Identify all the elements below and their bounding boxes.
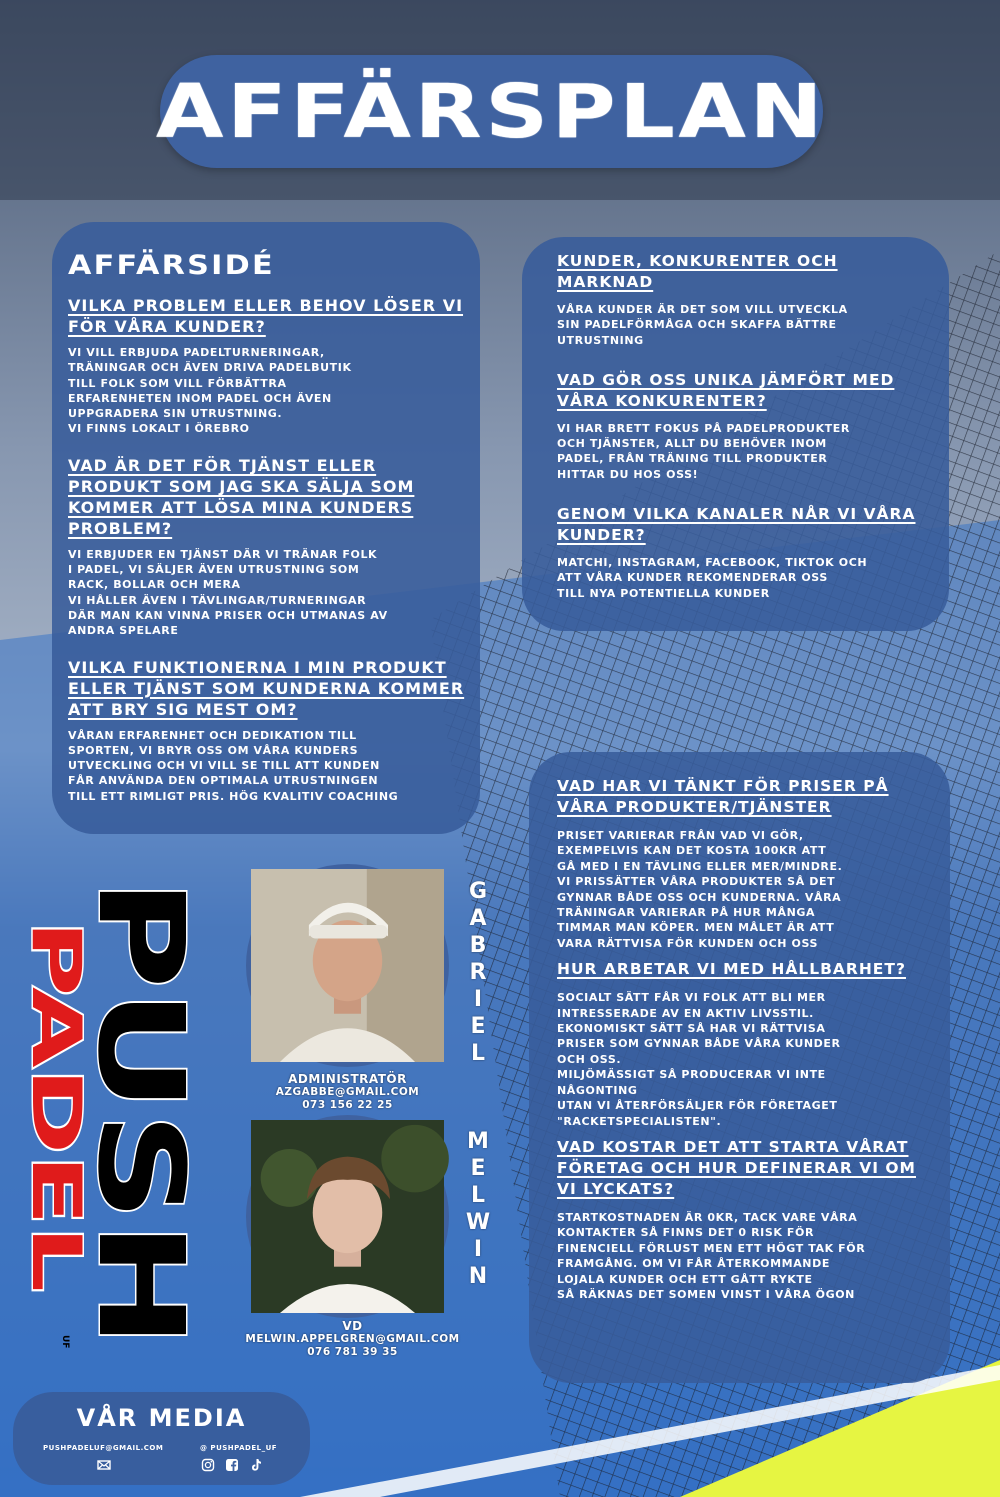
business-idea-heading: AFFÄRSIDÉ <box>68 250 275 281</box>
section-answer: VÅRA KUNDER ÄR DET SOM VILL UTVECKLA SIN PADELFÖRMÅGA OCH SKAFFA BÄTTRE UTRUSTNING <box>557 303 848 347</box>
email-text: MELWIN.APPELGREN@GMAIL.COM <box>245 1333 460 1345</box>
avatar-gabriel <box>246 864 449 1067</box>
role-label: ADMINISTRATÖR <box>288 1072 407 1086</box>
media-email[interactable]: PUSHPADELUF@GMAIL.COM <box>43 1444 164 1452</box>
section-answer: SOCIALT SÄTT FÅR VI FOLK ATT BLI MER INTRESSERADE AV EN AKTIV LIVSSTIL. EKONOMISKT SÄTT SÅ HAR VI RÄTTVISA PRISER SOM GYNNAR BÅDE VÅRA KUNDER OCH OSS. MILJÖMÄSSIGT SÅ PRODUCERAR VI INTE NÅGONTING UTAN VI ÅTERFÖRSÄLJER FÖR FÖRETAGET "RACKETSPECIALISTEN". <box>557 991 841 1128</box>
name-letter: E <box>470 1014 486 1039</box>
push-padel-logo <box>16 870 210 1360</box>
pricing-panel <box>529 752 950 1383</box>
section-question: GENOM VILKA KANALER NÅR VI VÅRA KUNDER? <box>557 505 916 545</box>
page-title: AFFÄRSPLAN <box>156 68 827 155</box>
name-gabriel <box>463 878 493 1067</box>
name-letter: L <box>470 1041 486 1066</box>
contact-melwin <box>220 1320 485 1359</box>
market-panel <box>522 237 949 631</box>
role-label: VD <box>342 1319 363 1333</box>
name-letter: L <box>470 1183 486 1208</box>
contact-gabriel <box>246 1073 449 1112</box>
name-letter: A <box>469 906 487 931</box>
name-letter: E <box>470 1156 486 1181</box>
logo-word-padel: PADEL <box>16 920 95 1163</box>
title-banner <box>156 55 827 168</box>
logo-word-push: PUSH <box>72 878 210 1245</box>
name-letter: I <box>473 987 483 1012</box>
section-question: VILKA PROBLEM ELLER BEHOV LÖSER VI FÖR VÅRA KUNDER? <box>68 296 464 336</box>
section-answer: MATCHI, INSTAGRAM, FACEBOOK, TIKTOK OCH ATT VÅRA KUNDER REKOMENDERAR OSS TILL NYA POTENTIELLA KUNDER <box>557 556 868 600</box>
section-answer: VI HAR BRETT FOKUS PÅ PADELPRODUKTER OCH TJÄNSTER, ALLT DU BEHÖVER INOM PADEL, FRÅN TRÄNING TILL PRODUKTER HITTAR DU HOS OSS! <box>557 421 850 481</box>
section-question: HUR ARBETAR VI MED HÅLLBARHET? <box>557 960 906 979</box>
phone-text: 073 156 22 25 <box>302 1099 393 1111</box>
section-answer: PRISET VARIERAR FRÅN VAD VI GÖR, EXEMPELVIS KAN DET KOSTA 100KR ATT GÅ MED I EN TÄVLING ELLER MER/MINDRE. VI PRISSÄTTER VÅRA PRODUKTER SÅ DET GYNNAR BÅDE OSS OCH KUNDERNA. VÅRA TRÄNINGAR VARIERAR PÅ HUR MÅNGA TIMMAR MAN KÖPER. MEN MÅLET ÄR ATT VARA RÄTTVISA FÖR KUNDEN OCH OSS <box>557 829 843 950</box>
media-title: VÅR MEDIA <box>76 1404 247 1432</box>
name-letter: I <box>473 1237 483 1262</box>
name-letter: N <box>468 1264 488 1289</box>
section-answer: VI VILL ERBJUDA PADELTURNERINGAR, TRÄNINGAR OCH ÄVEN DRIVA PADELBUTIK TILL FOLK SOM VILL FÖRBÄTTRA ERFARENHETEN INOM PADEL OCH ÄVEN UPPGRADERA SIN UTRUSTNING. VI FINNS LOKALT I ÖREBRO <box>68 346 352 436</box>
media-handle[interactable]: @ PUSHPADEL_UF <box>200 1444 278 1452</box>
name-melwin <box>463 1128 493 1290</box>
section-question: VAD KOSTAR DET ATT STARTA VÅRAT FÖRETAG OCH HUR DEFINERAR VI OM VI LYCKATS? <box>557 1137 916 1198</box>
section-question: VAD ÄR DET FÖR TJÄNST ELLER PRODUKT SOM JAG SKA SÄLJA SOM KOMMER ATT LÖSA MINA KUNDERS PROBLEM? <box>68 455 415 538</box>
section-answer: VI ERBJUDER EN TJÄNST DÄR VI TRÄNAR FOLK I PADEL, VI SÄLJER ÄVEN UTRUSTNING SOM RACK, BOLLAR OCH MERA VI HÅLLER ÄVEN I TÄVLINGAR/TURNERINGAR DÄR MAN KAN VINNA PRISER OCH UTMANAS AV ANDRA SPELARE <box>68 547 388 638</box>
section-question: KUNDER, KONKURENTER OCH MARKNAD <box>557 252 838 291</box>
phone-text: 076 781 39 35 <box>307 1346 398 1358</box>
email-text: AZGABBE@GMAIL.COM <box>275 1086 420 1098</box>
name-letter: B <box>469 933 487 958</box>
section-answer: STARTKOSTNADEN ÄR 0KR, TACK VARE VÅRA KONTAKTER SÅ FINNS DET 0 RISK FÖR FINENCIELL FÖRLUST MEN ETT HÖGT TAK FÖR FRAMGÅNG. OM VI FÅR ÅTERKOMMANDE LOJALA KUNDER OCH ETT GÅTT RYKTE SÅ RÄKNAS DET SOMEN VINST I VÅRA ÖGON <box>557 1210 866 1301</box>
media-box <box>13 1392 310 1485</box>
section-question: VILKA FUNKTIONERNA I MIN PRODUKT ELLER TJÄNST SOM KUNDERNA KOMMER ATT BRY SIG MEST OM? <box>68 657 465 719</box>
instagram-icon[interactable] <box>201 1458 215 1472</box>
business-idea-panel <box>52 222 480 834</box>
logo-suffix-uf: UF <box>60 1335 70 1349</box>
mail-icon[interactable] <box>97 1458 111 1472</box>
name-letter: R <box>469 960 487 985</box>
name-letter: G <box>468 879 488 904</box>
section-question: VAD GÖR OSS UNIKA JÄMFÖRT MED VÅRA KONKURENTER? <box>557 370 895 410</box>
avatar-melwin <box>246 1115 449 1318</box>
name-letter: W <box>465 1210 491 1235</box>
facebook-icon[interactable] <box>225 1458 239 1472</box>
tiktok-icon[interactable] <box>249 1458 263 1472</box>
section-answer: VÅRAN ERFARENHET OCH DEDIKATION TILL SPORTEN, VI BRYR OSS OM VÅRA KUNDERS UTVECKLING OCH VI VILL SE TILL ATT KUNDEN FÅR ANVÄNDA DEN OPTIMALA UTRUSTNINGEN TILL ETT RIMLIGT PRIS. HÖG KVALITIV COACHING <box>68 728 399 803</box>
section-question: VAD HAR VI TÄNKT FÖR PRISER PÅ VÅRA PRODUKTER/TJÄNSTER <box>557 777 889 816</box>
name-letter: M <box>467 1129 489 1154</box>
